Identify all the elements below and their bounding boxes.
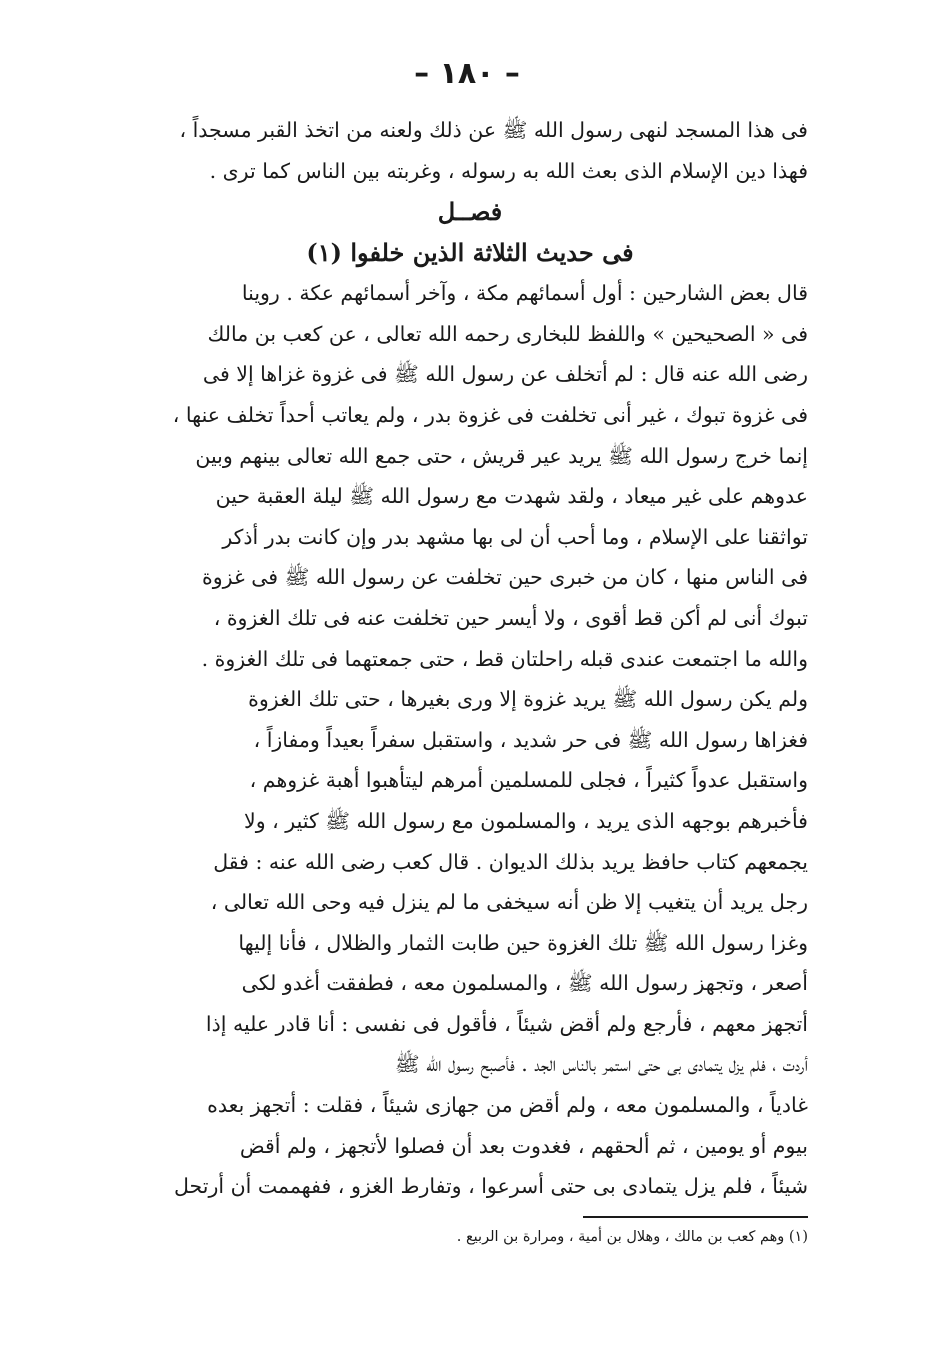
text-line: غادياً ، والمسلمون معه ، ولم أقض من جهازى شيئاً ، فقلت : أتجهز بعده [207, 1093, 808, 1118]
text-line: بيوم أو يومين ، ثم ألحقهم ، فغدوت بعد أن فصلوا لأتجهز ، ولم أقض [239, 1133, 808, 1158]
text-line: تبوك أنى لم أكن قط أقوى ، ولا أيسر حين تخلفت عنه فى تلك الغزوة ، [213, 605, 808, 630]
page-text [132, 110, 808, 1207]
text-line: شيئاً ، فلم يزل يتمادى بى حتى أسرعوا ، وتفارط الغزو ، ففهممت أن أرتحل [174, 1174, 808, 1199]
text-line: فغزاها رسول الله ﷺ فى حر شديد ، واستقبل سفراً بعيداً ومفازاً ، [253, 727, 808, 752]
text-line: فأخبرهم بوجهه الذى يريد ، والمسلمون مع رسول الله ﷺ كثير ، ولا [244, 808, 808, 833]
section-subtitle: فى حديث الثلاثة الذين خلفوا (١) [306, 238, 634, 268]
text-line: وغزا رسول الله ﷺ تلك الغزوة حين طابت الثمار والظلال ، فأنا إليها [238, 930, 808, 955]
text-line: فى « الصحيحين » واللفظ للبخارى رحمه الله تعالى ، عن كعب بن مالك [207, 321, 808, 346]
text-line: تواثقنا على الإسلام ، وما أحب أن لى بها مشهد بدر وإن كانت بدر أذكر [222, 524, 808, 549]
text-line: ولم يكن رسول الله ﷺ يريد غزوة إلا ورى بغيرها ، حتى تلك الغزوة [248, 687, 808, 712]
text-line: فى غزوة تبوك ، غير أنى تخلفت فى غزوة بدر ، ولم يعاتب أحداً تخلف عنها ، [172, 402, 808, 427]
text-line: فهذا دين الإسلام الذى بعث الله به رسوله ، وغربته بين الناس كما ترى . [209, 158, 808, 183]
text-line: عدوهم على غير ميعاد ، ولقد شهدت مع رسول الله ﷺ ليلة العقبة حين [215, 484, 808, 509]
text-line: أصعر ، وتجهز رسول الله ﷺ ، والمسلمون معه ، فطفقت أغدو لكى [241, 971, 808, 996]
section-title: فصــل [437, 197, 503, 227]
text-line: فى الناس منها ، كان من خبرى حين تخلفت عن رسول الله ﷺ فى غزوة [202, 565, 808, 590]
text-line: قال بعض الشارحين : أول أسمائهم مكة ، وآخر أسمائهم عكة . روينا [241, 281, 808, 306]
text-line: أردت ، فلم يزل يتمادى بى حتى استمر بالناس الجد . فأصبح رسول الله ﷺ [394, 1052, 808, 1077]
text-line: والله ما اجتمعت عندى قبله راحلتان قط ، حتى جمعتهما فى تلك الغزوة . [201, 646, 808, 671]
text-line: رجل يريد أن يتغيب إلا ظن أنه سيخفى ما لم ينزل فيه وحى الله تعالى ، [210, 890, 808, 915]
footnote-divider [583, 1216, 808, 1218]
text-line: واستقبل عدواً كثيراً ، فجلى للمسلمين أمرهم ليتأهبوا أهبة غزوهم ، [249, 768, 808, 793]
text-line: رضى الله عنه قال : لم أتخلف عن رسول الله ﷺ فى غزوة غزاها إلا فى [202, 362, 808, 387]
text-line: إنما خرج رسول الله ﷺ يريد عير قريش ، حتى جمع الله تعالى بينهم وبين [195, 443, 808, 468]
text-line: أتجهز معهم ، فأرجع ولم أقض شيئاً ، فأقول فى نفسى : أنا قادر عليه إذا [205, 1011, 808, 1036]
text-line: فى هذا المسجد لنهى رسول الله ﷺ عن ذلك ولعنه من اتخذ القبر مسجداً ، [179, 118, 808, 142]
footnote: (١) وهم كعب بن مالك ، وهلال بن أمية ، ومرارة بن الربيع . [456, 1229, 808, 1245]
text-line: يجمعهم كتاب حافظ يريد بذلك الديوان . قال كعب رضى الله عنه : فقل [213, 849, 808, 874]
page-number: – ١٨٠ – [414, 56, 520, 91]
